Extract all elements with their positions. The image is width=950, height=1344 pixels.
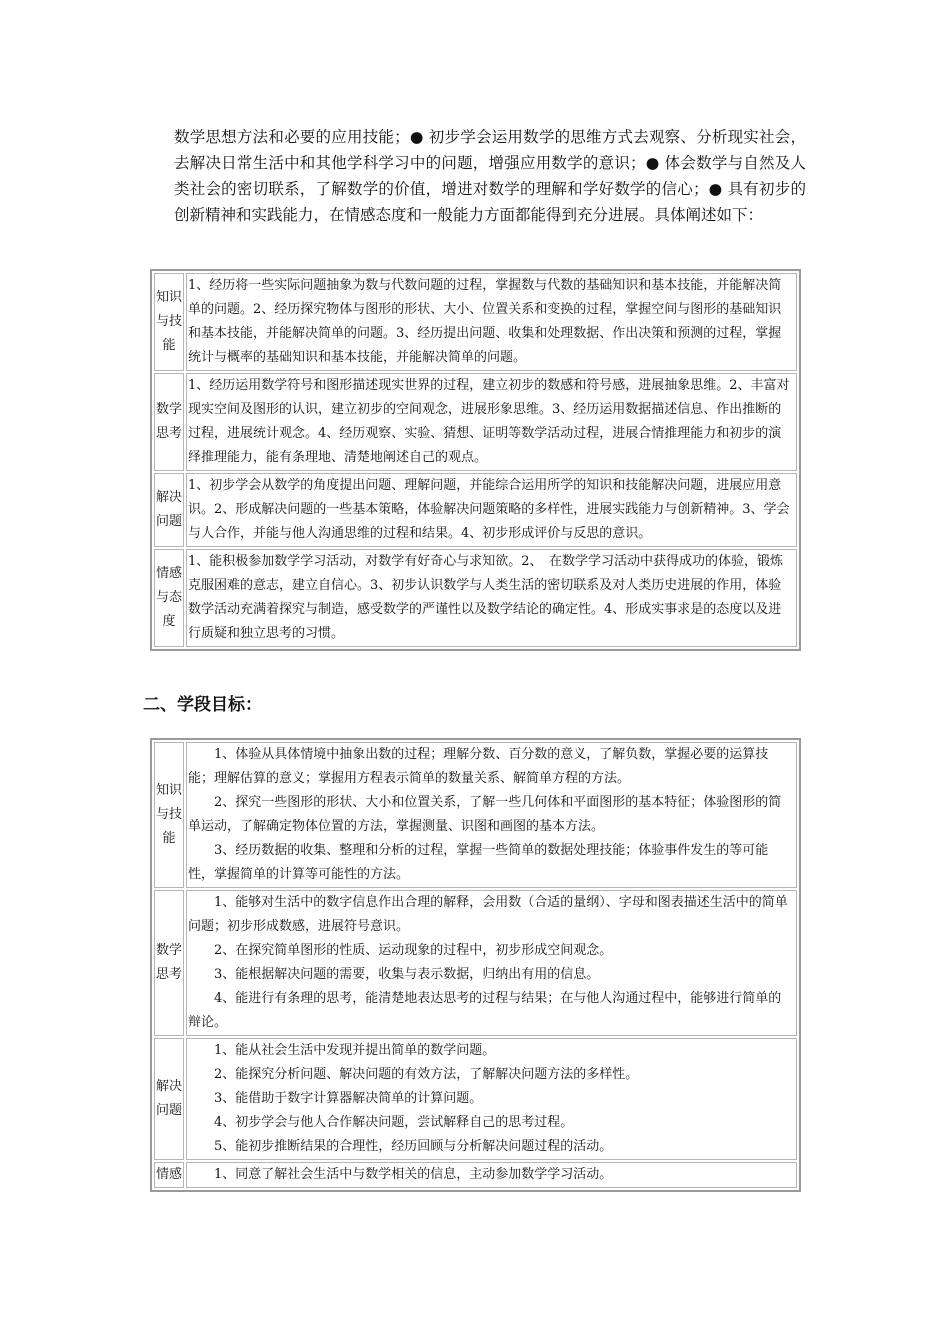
content-cell bbox=[186, 742, 797, 888]
category-cell: 情感与态度 bbox=[154, 549, 184, 647]
table-row bbox=[154, 1038, 797, 1160]
category-cell: 知识与技能 bbox=[154, 273, 184, 371]
category-cell: 数学思考 bbox=[154, 373, 184, 471]
content-cell bbox=[186, 1162, 797, 1188]
category-cell: 解决问题 bbox=[154, 1038, 184, 1160]
content-cell: 1、经历运用数学符号和图形描述现实世界的过程，建立初步的数感和符号感，进展抽象思维。2、丰富对现实空间及图形的认识，建立初步的空间观念，进展形象思维。3、经历运用数据描述信息、作出推断的过程，进展统计观念。4、经历观察、实验、猜想、证明等数学活动过程，进展合情推理能力和初步的演绎推理能力，能有条理地、清楚地阐述自己的观点。 bbox=[186, 373, 797, 471]
content-paragraph: 3、经历数据的收集、整理和分析的过程，掌握一些简单的数据处理技能；体验事件发生的等可能性，掌握简单的计算等可能性的方法。 bbox=[188, 843, 769, 882]
overall-goals-table bbox=[150, 269, 801, 651]
section-heading: 二、学段目标： bbox=[143, 695, 262, 715]
content-paragraph: 4、初步学会与他人合作解决问题，尝试解释自己的思考过程。 bbox=[214, 1115, 574, 1130]
content-paragraph: 5、能初步推断结果的合理性，经历回顾与分析解决问题过程的活动。 bbox=[214, 1139, 613, 1154]
content-paragraph: 2、探究一些图形的形状、大小和位置关系，了解一些几何体和平面图形的基本特征；体验图形的简单运动，了解确定物体位置的方法，掌握测量、识图和画图的基本方法。 bbox=[188, 795, 782, 834]
content-paragraph: 1、体验从具体情境中抽象出数的过程；理解分数、百分数的意义，了解负数，掌握必要的运算技能；理解估算的意义；掌握用方程表示简单的数量关系、解简单方程的方法。 bbox=[188, 747, 769, 786]
content-paragraph: 1、同意了解社会生活中与数学相关的信息，主动参加数学学习活动。 bbox=[214, 1167, 613, 1182]
table-row bbox=[154, 273, 797, 371]
content-cell: 1、能积极参加数学学习活动，对数学有好奇心与求知欲。2、 在数学学习活动中获得成功的体验，锻炼克服困难的意志，建立自信心。3、初步认识数学与人类生活的密切联系及对人类历史进展的作用，体验数学活动充满着探究与制造，感受数学的严谨性以及数学结论的确定性。4、形成实事求是的态度以及进行质疑和独立思考的习惯。 bbox=[186, 549, 797, 647]
category-cell: 知识与技能 bbox=[154, 742, 184, 888]
table-row bbox=[154, 890, 797, 1036]
content-paragraph: 1、能够对生活中的数字信息作出合理的解释，会用数（合适的量纲）、字母和图表描述生活中的简单问题；初步形成数感，进展符号意识。 bbox=[188, 895, 788, 934]
content-paragraph: 3、能借助于数字计算器解决简单的计算问题。 bbox=[214, 1091, 483, 1106]
content-paragraph: 3、能根据解决问题的需要，收集与表示数据，归纳出有用的信息。 bbox=[214, 967, 600, 982]
content-paragraph: 1、能从社会生活中发现并提出简单的数学问题。 bbox=[214, 1043, 496, 1058]
content-paragraph: 4、能进行有条理的思考，能清楚地表达思考的过程与结果；在与他人沟通过程中，能够进行简单的辩论。 bbox=[188, 991, 782, 1030]
category-cell: 数学思考 bbox=[154, 890, 184, 1036]
table-row bbox=[154, 742, 797, 888]
table-row bbox=[154, 549, 797, 647]
category-cell: 情感 bbox=[154, 1162, 184, 1188]
content-cell bbox=[186, 890, 797, 1036]
content-paragraph: 2、能探究分析问题、解决问题的有效方法，了解解决问题方法的多样性。 bbox=[214, 1067, 639, 1082]
table-row bbox=[154, 473, 797, 547]
table-row bbox=[154, 1162, 797, 1188]
stage-goals-table bbox=[150, 738, 801, 1192]
intro-paragraph: 数学思想方法和必要的应用技能；● 初步学会运用数学的思维方式去观察、分析现实社会，去解决日常生活中和其他学科学习中的问题，增强应用数学的意识；● 体会数学与自然及人类社会的密切联系，了解数学的价值，增进对数学的理解和学好数学的信心；● 具有初步的创新精神和实践能力，在情感态度和一般能力方面都能得到充分进展。具体阐述如下： bbox=[174, 128, 806, 224]
content-cell: 1、经历将一些实际问题抽象为数与代数问题的过程，掌握数与代数的基础知识和基本技能，并能解决简单的问题。2、经历探究物体与图形的形状、大小、位置关系和变换的过程，掌握空间与图形的基础知识和基本技能，并能解决简单的问题。3、经历提出问题、收集和处理数据、作出决策和预测的过程，掌握统计与概率的基础知识和基本技能，并能解决简单的问题。 bbox=[186, 273, 797, 371]
content-cell: 1、初步学会从数学的角度提出问题、理解问题，并能综合运用所学的知识和技能解决问题，进展应用意识。2、形成解决问题的一些基本策略，体验解决问题策略的多样性，进展实践能力与创新精神。3、学会与人合作，并能与他人沟通思维的过程和结果。4、初步形成评价与反思的意识。 bbox=[186, 473, 797, 547]
table-row bbox=[154, 373, 797, 471]
category-cell: 解决问题 bbox=[154, 473, 184, 547]
content-paragraph: 2、在探究简单图形的性质、运动现象的过程中，初步形成空间观念。 bbox=[214, 943, 613, 958]
content-cell bbox=[186, 1038, 797, 1160]
